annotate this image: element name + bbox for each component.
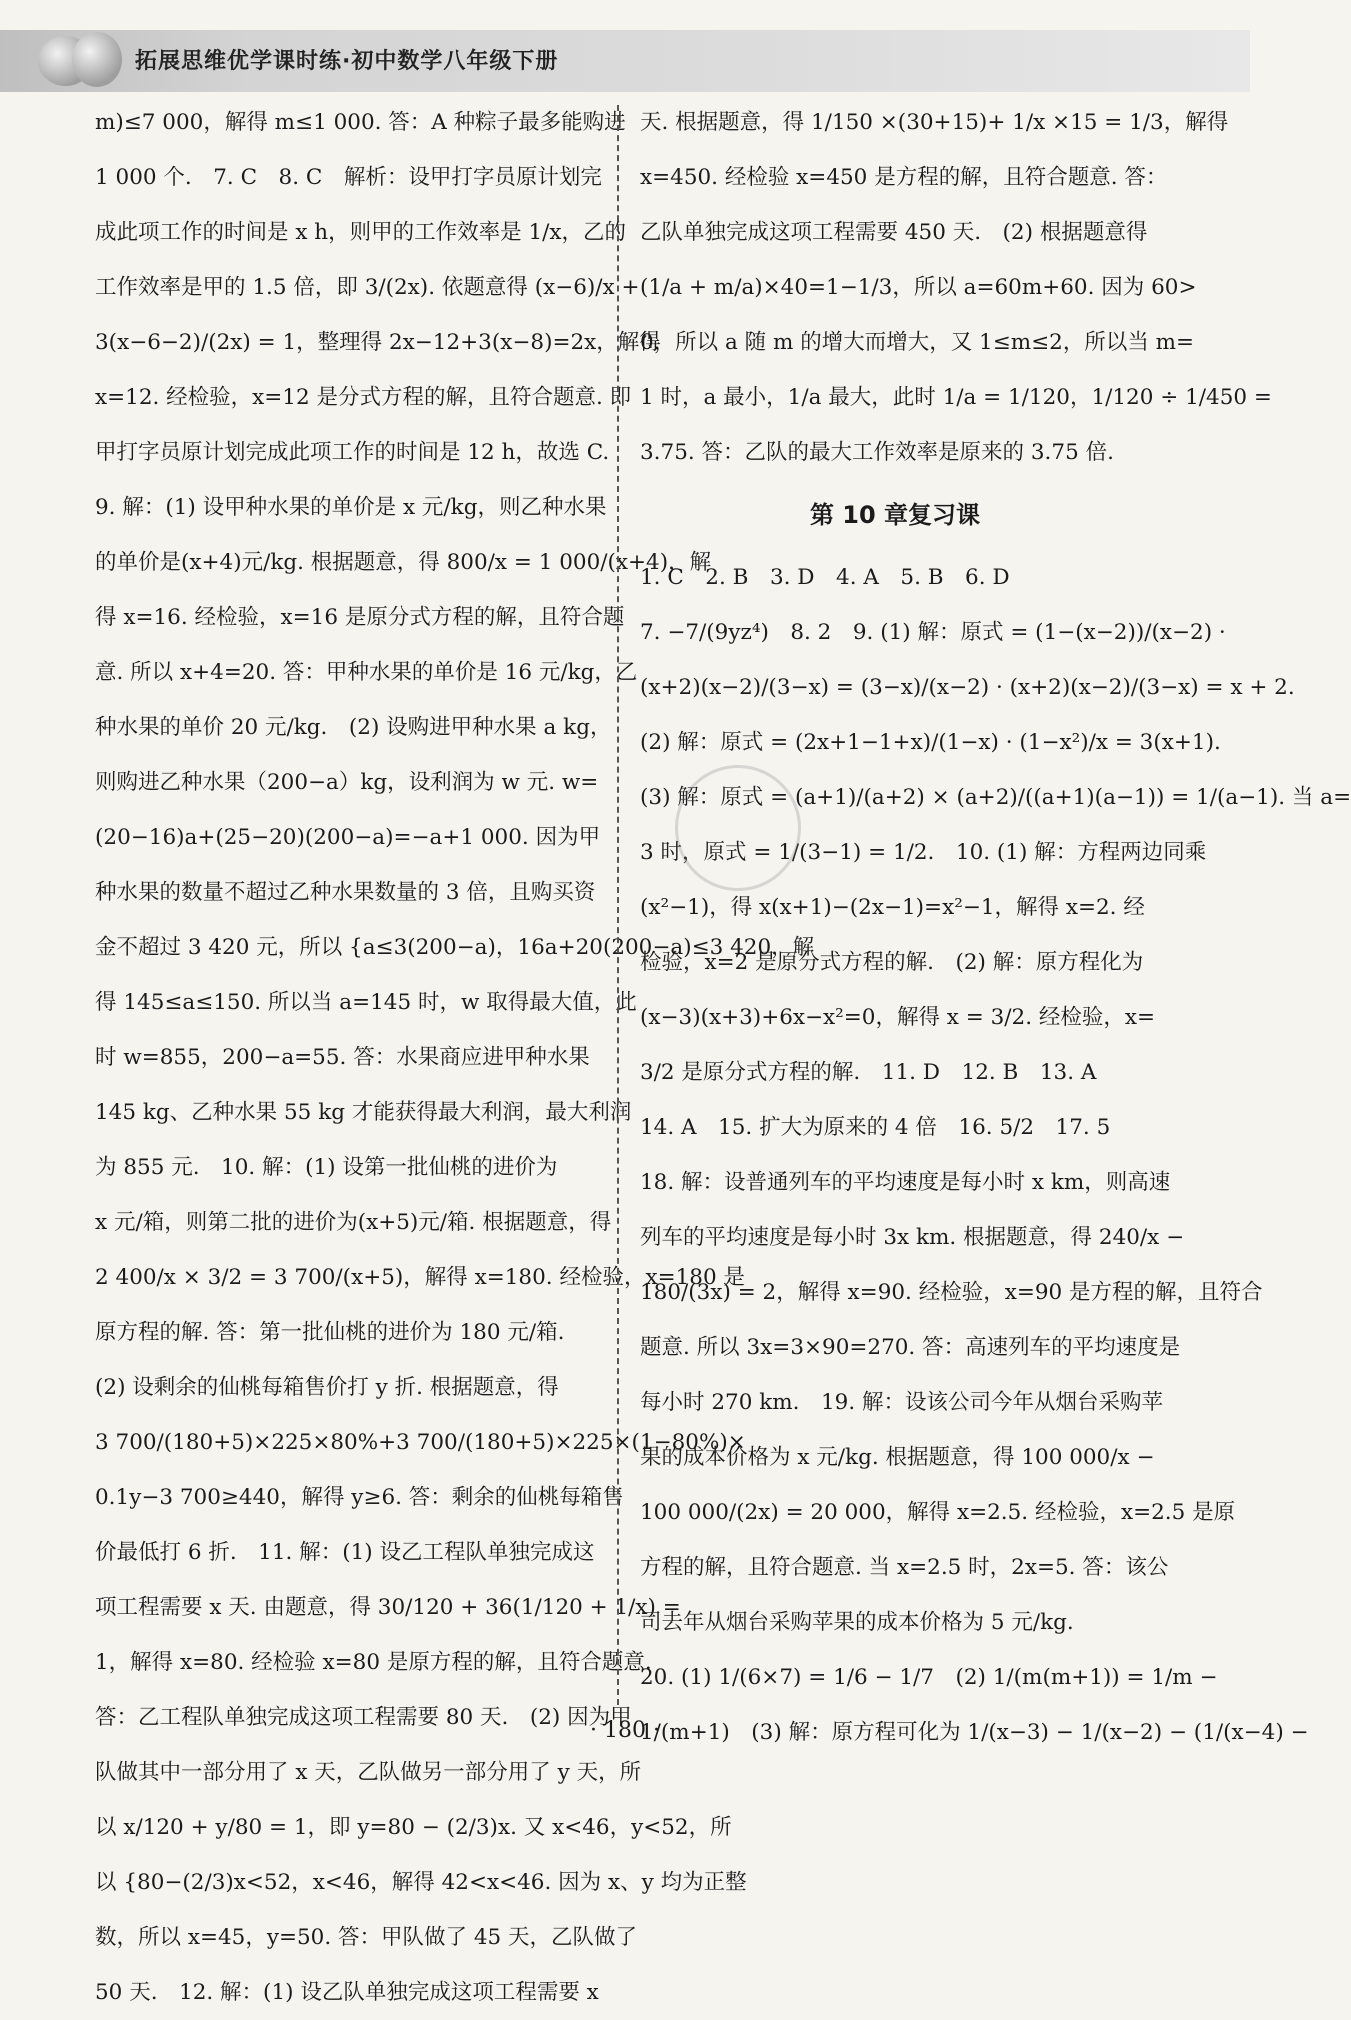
text-line: 得 x=16. 经检验，x=16 是原分式方程的解，且符合题	[95, 605, 625, 630]
text-line: 工作效率是甲的 1.5 倍，即 3/(2x). 依题意得 (x−6)/x +	[95, 275, 640, 300]
text-line: 种水果的单价 20 元/kg. (2) 设购进甲种水果 a kg，	[95, 715, 612, 740]
right-column	[640, 95, 1351, 1760]
text-line: x=12. 经检验，x=12 是分式方程的解，且符合题意. 即	[95, 385, 632, 410]
text-line: 180/(3x) = 2，解得 x=90. 经检验，x=90 是方程的解，且符合	[640, 1280, 1263, 1305]
text-line: 列车的平均速度是每小时 3x km. 根据题意，得 240/x −	[640, 1225, 1185, 1250]
text-line: 50 天. 12. 解：(1) 设乙队单独完成这项工程需要 x	[95, 1980, 599, 2005]
text-line: 队做其中一部分用了 x 天，乙队做另一部分用了 y 天，所	[95, 1760, 642, 1785]
text-line: 检验，x=2 是原分式方程的解. (2) 解：原方程化为	[640, 950, 1144, 975]
text-line: 7. −7/(9yz⁴) 8. 2 9. (1) 解：原式 = (1−(x−2))/(x−2) ·	[640, 620, 1226, 645]
text-line: x=450. 经检验 x=450 是方程的解，且符合题意. 答：	[640, 165, 1168, 190]
text-line: 价最低打 6 折. 11. 解：(1) 设乙工程队单独完成这	[95, 1540, 595, 1565]
text-line: 以 x/120 + y/80 = 1，即 y=80 − (2/3)x. 又 x<46，y<52，所	[95, 1815, 732, 1840]
text-line: (2) 解：原式 = (2x+1−1+x)/(1−x) · (1−x²)/x = 3(x+1).	[640, 730, 1221, 755]
text-line: (x²−1)，得 x(x+1)−(2x−1)=x²−1，解得 x=2. 经	[640, 895, 1145, 920]
text-line: 为 855 元. 10. 解：(1) 设第一批仙桃的进价为	[95, 1155, 558, 1180]
text-line: 3/2 是原分式方程的解. 11. D 12. B 13. A	[640, 1060, 1097, 1085]
text-line: (2) 设剩余的仙桃每箱售价打 y 折. 根据题意，得	[95, 1375, 559, 1400]
text-line: 18. 解：设普通列车的平均速度是每小时 x km，则高速	[640, 1170, 1171, 1195]
text-line: 得 145≤a≤150. 所以当 a=145 时，w 取得最大值，此	[95, 990, 637, 1015]
text-line: x 元/箱，则第二批的进价为(x+5)元/箱. 根据题意，得	[95, 1210, 612, 1235]
text-line: 意. 所以 x+4=20. 答：甲种水果的单价是 16 元/kg，乙	[95, 660, 638, 685]
text-line: 0.1y−3 700≥440，解得 y≥6. 答：剩余的仙桃每箱售	[95, 1485, 624, 1510]
text-line: (20−16)a+(25−20)(200−a)=−a+1 000. 因为甲	[95, 825, 601, 850]
text-line: 的单价是(x+4)元/kg. 根据题意，得 800/x = 1 000/(x+4)，解	[95, 550, 712, 575]
text-line: (x+2)(x−2)/(3−x) = (3−x)/(x−2) · (x+2)(x−2)/(3−x) = x + 2.	[640, 675, 1295, 700]
text-line: (1/a + m/a)×40=1−1/3，所以 a=60m+60. 因为 60>	[640, 275, 1197, 300]
text-line: 种水果的数量不超过乙种水果数量的 3 倍，且购买资	[95, 880, 596, 905]
text-line: 时 w=855，200−a=55. 答：水果商应进甲种水果	[95, 1045, 590, 1070]
text-line: 0，所以 a 随 m 的增大而增大，又 1≤m≤2，所以当 m=	[640, 330, 1195, 355]
text-line: 题意. 所以 3x=3×90=270. 答：高速列车的平均速度是	[640, 1335, 1181, 1360]
text-line: 乙队单独完成这项工程需要 450 天. (2) 根据题意得	[640, 220, 1148, 245]
text-line: 则购进乙种水果（200−a）kg，设利润为 w 元. w=	[95, 770, 599, 795]
text-line: 145 kg、乙种水果 55 kg 才能获得最大利润，最大利润	[95, 1100, 632, 1125]
text-line: 1，解得 x=80. 经检验 x=80 是原方程的解，且符合题意.	[95, 1650, 652, 1675]
column-divider	[617, 105, 619, 1705]
text-line: m)≤7 000，解得 m≤1 000. 答：A 种粽子最多能购进	[95, 110, 626, 135]
text-line: 1 000 个. 7. C 8. C 解析：设甲打字员原计划完	[95, 165, 602, 190]
page-number: · 180 ·	[590, 1718, 660, 1743]
text-line: 2 400/x × 3/2 = 3 700/(x+5)，解得 x=180. 经检验，x=180 是	[95, 1265, 745, 1290]
text-line: 答：乙工程队单独完成这项工程需要 80 天. (2) 因为甲	[95, 1705, 632, 1730]
text-line: 数，所以 x=45，y=50. 答：甲队做了 45 天，乙队做了	[95, 1925, 638, 1950]
text-line: 9. 解：(1) 设甲种水果的单价是 x 元/kg，则乙种水果	[95, 495, 607, 520]
text-line: 成此项工作的时间是 x h，则甲的工作效率是 1/x，乙的	[95, 220, 627, 245]
text-line: 100 000/(2x) = 20 000，解得 x=2.5. 经检验，x=2.5 是原	[640, 1500, 1236, 1525]
text-line: 3.75. 答：乙队的最大工作效率是原来的 3.75 倍.	[640, 440, 1114, 465]
text-line: 20. (1) 1/(6×7) = 1/6 − 1/7 (2) 1/(m(m+1)) = 1/m −	[640, 1665, 1218, 1690]
header-decoration	[72, 32, 122, 87]
header-title: 拓展思维优学课时练·初中数学八年级下册	[135, 49, 559, 74]
text-line: 原方程的解. 答：第一批仙桃的进价为 180 元/箱.	[95, 1320, 565, 1345]
text-line: 1 时，a 最小，1/a 最大，此时 1/a = 1/120，1/120 ÷ 1/450 =	[640, 385, 1272, 410]
text-line: 项工程需要 x 天. 由题意，得 30/120 + 36(1/120 + 1/x) =	[95, 1595, 681, 1620]
text-line: 3 700/(180+5)×225×80%+3 700/(180+5)×225×(1−80%)×	[95, 1430, 746, 1455]
text-line: 以 {80−(2/3)x<52，x<46，解得 42<x<46. 因为 x、y 均为正整	[95, 1870, 747, 1895]
text-line: (3) 解：原式 = (a+1)/(a+2) × (a+2)/((a+1)(a−1)) = 1/(a−1). 当 a=	[640, 785, 1351, 810]
text-line: 1. C 2. B 3. D 4. A 5. B 6. D	[640, 565, 1010, 590]
text-line: 方程的解，且符合题意. 当 x=2.5 时，2x=5. 答：该公	[640, 1555, 1169, 1580]
text-line: 果的成本价格为 x 元/kg. 根据题意，得 100 000/x −	[640, 1445, 1155, 1470]
text-line: 3 时，原式 = 1/(3−1) = 1/2. 10. (1) 解：方程两边同乘	[640, 840, 1207, 865]
section-title: 第 10 章复习课	[809, 501, 981, 529]
text-line: 14. A 15. 扩大为原来的 4 倍 16. 5/2 17. 5	[640, 1115, 1111, 1140]
text-line: 3(x−6−2)/(2x) = 1，整理得 2x−12+3(x−8)=2x，解得	[95, 330, 661, 355]
text-line: 天. 根据题意，得 1/150 ×(30+15)+ 1/x ×15 = 1/3，解得	[640, 110, 1229, 135]
text-line: 每小时 270 km. 19. 解：设该公司今年从烟台采购苹	[640, 1390, 1163, 1415]
text-line: 甲打字员原计划完成此项工作的时间是 12 h，故选 C.	[95, 440, 610, 465]
text-line: 金不超过 3 420 元，所以 {a≤3(200−a)，16a+20(200−a)≤3 420，解	[95, 935, 815, 960]
text-line: (x−3)(x+3)+6x−x²=0，解得 x = 3/2. 经检验，x=	[640, 1005, 1156, 1030]
text-line: 司去年从烟台采购苹果的成本价格为 5 元/kg.	[640, 1610, 1074, 1635]
text-line: 1/(m+1) (3) 解：原方程可化为 1/(x−3) − 1/(x−2) − (1/(x−4) −	[640, 1720, 1309, 1745]
